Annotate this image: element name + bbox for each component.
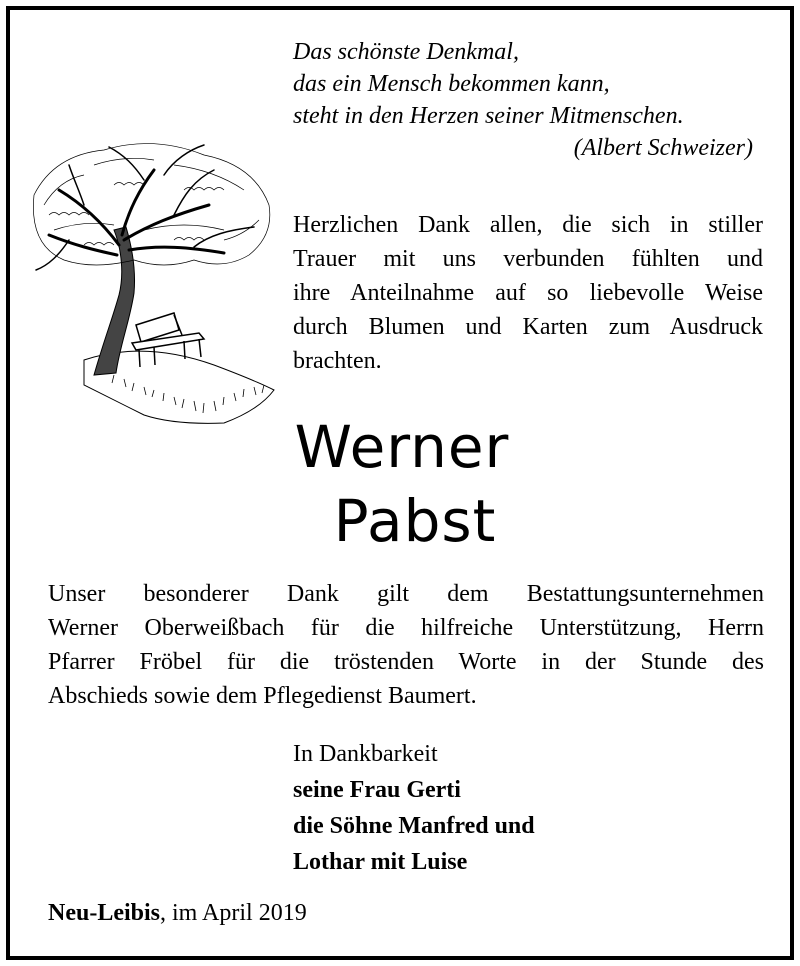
special-thanks-paragraph (48, 577, 764, 713)
signature-name: die Söhne Manfred und (293, 813, 535, 839)
quote-line: steht in den Herzen seiner Mitmenschen. (293, 103, 684, 129)
special-thanks-line: Unser besonderer Dank gilt dem Bestattungsunternehmen (48, 581, 764, 607)
deceased-first-name: Werner (294, 413, 510, 481)
place-name: Neu-Leibis (48, 900, 161, 926)
obituary-card (6, 6, 794, 960)
quote-author: (Albert Schweizer) (573, 135, 753, 161)
special-thanks-line: Abschieds sowie dem Pflegedienst Baumert. (48, 683, 477, 709)
signature-name: Lothar mit Luise (293, 849, 468, 875)
deceased-last-name: Pabst (333, 487, 497, 555)
signature-block (293, 736, 733, 880)
thanks-line: brachten. (293, 348, 382, 374)
thanks-line: durch Blumen und Karten zum Ausdruck (293, 314, 763, 340)
date-text: , im April 2019 (160, 900, 307, 926)
special-thanks-line: Pfarrer Fröbel für die tröstenden Worte in der Stunde des (48, 649, 764, 675)
tree-with-bench-icon (24, 135, 279, 425)
quote-block (293, 36, 763, 164)
thanks-line: Herzlichen Dank allen, die sich in stiller (293, 212, 763, 238)
thanks-paragraph (293, 208, 763, 378)
quote-line: das ein Mensch bekommen kann, (293, 71, 610, 97)
place-date-line (48, 896, 307, 930)
quote-line: Das schönste Denkmal, (293, 39, 519, 65)
thanks-line: Trauer mit uns verbunden fühlten und (293, 246, 763, 272)
thanks-line: ihre Anteilnahme auf so liebevolle Weise (293, 280, 763, 306)
signature-name: seine Frau Gerti (293, 777, 461, 803)
special-thanks-line: Werner Oberweißbach für die hilfreiche Unterstützung, Herrn (48, 615, 764, 641)
signature-intro: In Dankbarkeit (293, 741, 438, 767)
